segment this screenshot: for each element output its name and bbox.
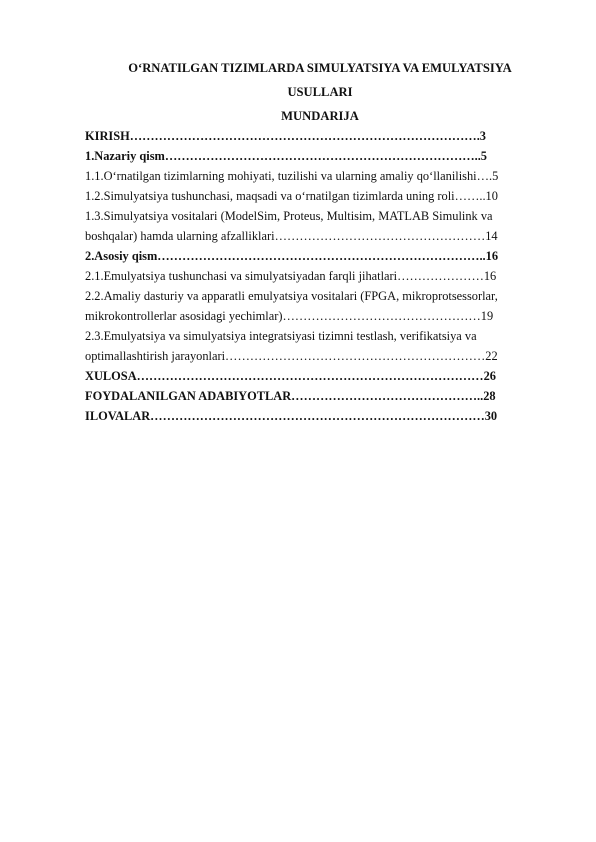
toc-entry-2-3-line-1: 2.3.Emulyatsiya va simulyatsiya integratsiyasi tizimni testlash, verifikatsiya va [85,329,477,343]
toc-entry-1-3-line-1: 1.3.Simulyatsiya vositalari (ModelSim, Proteus, Multisim, MATLAB Simulink va [85,209,493,223]
toc-entry-2-3-line-2: optimallashtirish jarayonlari………………………………………………………22 [85,349,498,363]
document-title-line-1: O‘RNATILGAN TIZIMLARDA SIMULYATSIYA VA EMULYATSIYA [128,61,512,75]
toc-entry-adabiyotlar: FOYDALANILGAN ADABIYOTLAR………………………………………..28 [85,389,496,403]
toc-entry-1-2: 1.2.Simulyatsiya tushunchasi, maqsadi va o‘rnatilgan tizimlarda uning roli……..10 [85,189,498,203]
toc-entry-kirish: KIRISH………………………………………………………………………….3 [85,129,486,143]
document-title-line-2: USULLARI [287,85,353,99]
toc-entry-nazariy-qism: 1.Nazariy qism…………………………………………………………………..5 [85,149,487,163]
toc-entry-1-1: 1.1.O‘rnatilgan tizimlarning mohiyati, tuzilishi va ularning amaliy qo‘llanilishi….5 [85,169,499,183]
table-of-contents [85,126,555,426]
toc-entry-2-2-line-2: mikrokontrollerlar asosidagi yechimlar)…………………………………………19 [85,309,494,323]
toc-entry-asosiy-qism: 2.Asosiy qism……………………………………………………………………..16 [85,249,499,263]
toc-entry-1-3-line-2: boshqalar) hamda ularning afzalliklari……………………………………………14 [85,229,498,243]
toc-entry-xulosa: XULOSA…………………………………………………………………………26 [85,369,496,383]
contents-heading: MUNDARIJA [281,109,359,123]
toc-entry-2-1: 2.1.Emulyatsiya tushunchasi va simulyatsiyadan farqli jihatlari…………………16 [85,269,497,283]
toc-entry-ilovalar: ILOVALAR………………………………………………………………………30 [85,409,498,423]
toc-entry-2-2-line-1: 2.2.Amaliy dasturiy va apparatli emulyatsiya vositalari (FPGA, mikroprotsessorlar, [85,289,498,303]
